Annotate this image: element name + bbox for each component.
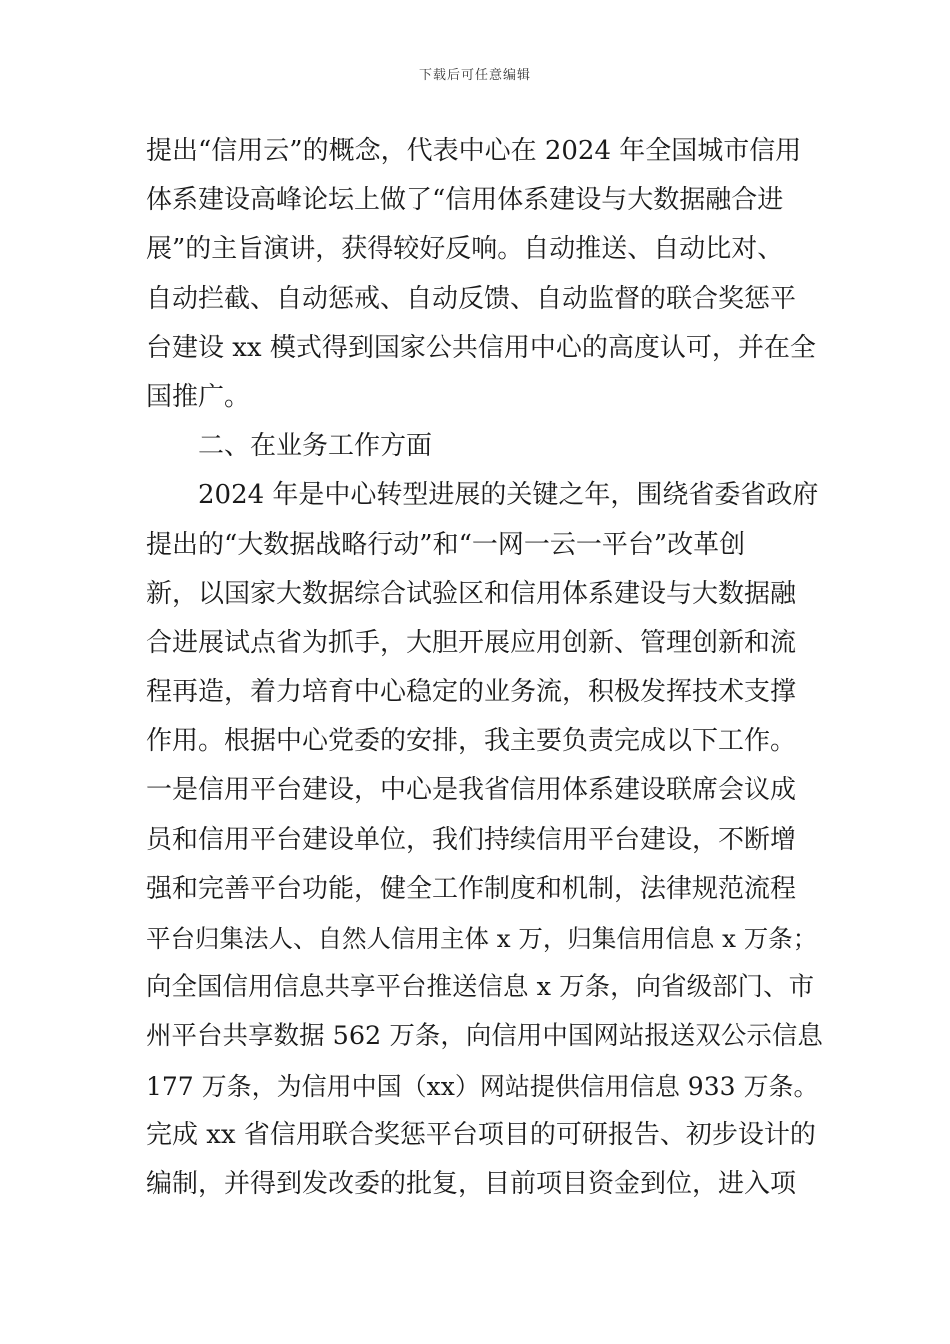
text-line: 二、在业务工作方面	[198, 431, 433, 462]
text-line: 州平台共享数据 562 万条，向信用中国网站报送双公示信息	[146, 1021, 823, 1052]
document-body	[146, 127, 826, 1209]
text-line: 国推广。	[146, 381, 251, 412]
text-line: 员和信用平台建设单位，我们持续信用平台建设，不断增	[146, 824, 797, 855]
text-line: 提出“信用云”的概念，代表中心在 2024 年全国城市信用	[146, 136, 802, 166]
text-line: 体系建设高峰论坛上做了“信用体系建设与大数据融合进	[146, 185, 784, 216]
text-line: 2024 年是中心转型进展的关键之年，围绕省委省政府	[198, 480, 819, 511]
text-line: 向全国信用信息共享平台推送信息 x 万条，向省级部门、市	[146, 972, 815, 1003]
text-line: 展”的主旨演讲，获得较好反响。自动推送、自动比对、	[146, 234, 784, 265]
text-line: 提出的“大数据战略行动”和“一网一云一平台”改革创	[146, 529, 746, 560]
text-line: 强和完善平台功能，健全工作制度和机制，法律规范流程	[146, 873, 797, 904]
text-line: 177 万条，为信用中国（xx）网站提供信用信息 933 万条。	[146, 1071, 819, 1101]
text-line: 一是信用平台建设，中心是我省信用体系建设联席会议成	[146, 775, 797, 806]
text-line: 程再造，着力培育中心稳定的业务流，积极发挥技术支撑	[146, 677, 797, 708]
text-line: 完成 xx 省信用联合奖惩平台项目的可研报告、初步设计的	[146, 1119, 816, 1150]
text-line: 台建设 xx 模式得到国家公共信用中心的高度认可，并在全	[146, 332, 816, 363]
text-line: 合进展试点省为抓手，大胆开展应用创新、管理创新和流	[146, 627, 797, 658]
text-line: 平台归集法人、自然人信用主体 x 万，归集信用信息 x 万条；	[146, 924, 818, 953]
text-line: 自动拦截、自动惩戒、自动反馈、自动监督的联合奖惩平	[146, 283, 797, 314]
text-line: 作用。根据中心党委的安排，我主要负责完成以下工作。	[146, 726, 797, 757]
text-line: 编制，并得到发改委的批复，目前项目资金到位，进入项	[146, 1168, 797, 1199]
page-header-note: 下载后可任意编辑	[418, 68, 531, 83]
text-line: 新，以国家大数据综合试验区和信用体系建设与大数据融	[146, 578, 797, 609]
